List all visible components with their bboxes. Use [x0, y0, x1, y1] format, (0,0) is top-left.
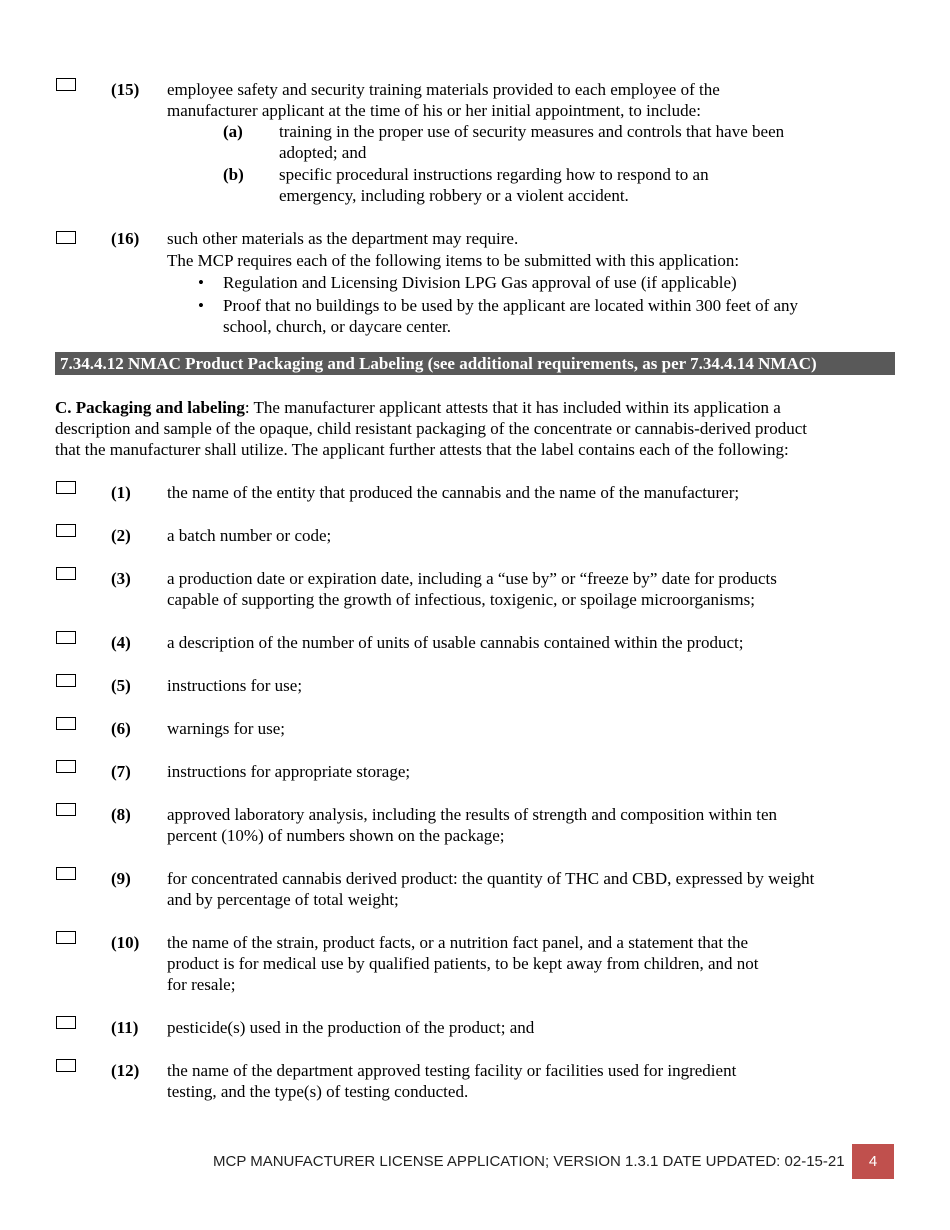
item-7-number: (7): [111, 762, 131, 781]
item-15-number: (15): [111, 80, 140, 99]
item-3-checkbox[interactable]: [56, 567, 76, 580]
intro-line3: that the manufacturer shall utilize. The applicant further attests that the label contains each of the following:: [55, 440, 789, 459]
item-16-number: (16): [111, 229, 140, 248]
item-10-line1: the name of the strain, product facts, or a nutrition fact panel, and a statement that the: [167, 933, 749, 952]
item-1-checkbox[interactable]: [56, 481, 76, 494]
item-15b-line1: specific procedural instructions regarding how to respond to an: [279, 165, 709, 184]
page-number-badge: 4: [852, 1144, 894, 1179]
intro-line1-rest: : The manufacturer applicant attests that it has included within its application a: [244, 398, 781, 417]
item-7-line1: instructions for appropriate storage;: [167, 762, 411, 781]
item-8-checkbox[interactable]: [56, 803, 76, 816]
item-2-checkbox[interactable]: [56, 524, 76, 537]
item-9-number: (9): [111, 869, 131, 888]
item-12-line2: testing, and the type(s) of testing conducted.: [167, 1082, 469, 1101]
bullet-2-text-line2: school, church, or daycare center.: [223, 317, 451, 336]
intro-line2: description and sample of the opaque, child resistant packaging of the concentrate or cannabis-derived product: [55, 419, 807, 438]
item-9-line2: and by percentage of total weight;: [167, 890, 399, 909]
item-15b-line2: emergency, including robbery or a violent accident.: [279, 186, 629, 205]
item-5-line1: instructions for use;: [167, 676, 303, 695]
item-16-checkbox[interactable]: [56, 231, 76, 244]
item-5-number: (5): [111, 676, 131, 695]
item-4-checkbox[interactable]: [56, 631, 76, 644]
item-8-number: (8): [111, 805, 131, 824]
item-15-checkbox[interactable]: [56, 78, 76, 91]
item-15a-line2: adopted; and: [279, 143, 367, 162]
item-10-checkbox[interactable]: [56, 931, 76, 944]
item-3-line1: a production date or expiration date, including a “use by” or “freeze by” date for products: [167, 569, 777, 588]
item-7-checkbox[interactable]: [56, 760, 76, 773]
item-10-line2: product is for medical use by qualified patients, to be kept away from children, and not: [167, 954, 759, 973]
item-15a-letter: (a): [223, 122, 243, 141]
mcp-requirements-intro: The MCP requires each of the following items to be submitted with this application:: [167, 251, 740, 270]
item-12-checkbox[interactable]: [56, 1059, 76, 1072]
item-12-line1: the name of the department approved testing facility or facilities used for ingredient: [167, 1061, 737, 1080]
item-11-checkbox[interactable]: [56, 1016, 76, 1029]
item-15-text-line1: employee safety and security training materials provided to each employee of the: [167, 80, 720, 99]
item-1-line1: the name of the entity that produced the cannabis and the name of the manufacturer;: [167, 483, 740, 502]
item-11-line1: pesticide(s) used in the production of the product; and: [167, 1018, 535, 1037]
item-1-number: (1): [111, 483, 131, 502]
bullet-1-text: Regulation and Licensing Division LPG Gas approval of use (if applicable): [223, 273, 737, 292]
item-15-text-line2: manufacturer applicant at the time of his or her initial appointment, to include:: [167, 101, 701, 120]
intro-bold-lead: C. Packaging and labeling: [55, 398, 245, 417]
packaging-intro: [55, 397, 895, 460]
item-4-line1: a description of the number of units of usable cannabis contained within the product;: [167, 633, 744, 652]
bullet-1-marker: •: [198, 273, 204, 292]
item-6-line1: warnings for use;: [167, 719, 286, 738]
item-3-number: (3): [111, 569, 131, 588]
item-11-number: (11): [111, 1018, 139, 1037]
item-6-number: (6): [111, 719, 131, 738]
item-2-line1: a batch number or code;: [167, 526, 332, 545]
item-9-line1: for concentrated cannabis derived product: the quantity of THC and CBD, expressed by weight: [167, 869, 815, 888]
item-2-number: (2): [111, 526, 131, 545]
item-10-line3: for resale;: [167, 975, 236, 994]
section-banner: 7.34.4.12 NMAC Product Packaging and Labeling (see additional requirements, as per 7.34.4.14 NMAC): [55, 352, 895, 375]
bullet-2-marker: •: [198, 296, 204, 315]
item-5-checkbox[interactable]: [56, 674, 76, 687]
intro-line1: [55, 397, 895, 418]
item-12-number: (12): [111, 1061, 140, 1080]
item-3-line2: capable of supporting the growth of infectious, toxigenic, or spoilage microorganisms;: [167, 590, 755, 609]
item-8-line2: percent (10%) of numbers shown on the package;: [167, 826, 505, 845]
item-4-number: (4): [111, 633, 131, 652]
footer-text: MCP MANUFACTURER LICENSE APPLICATION; VERSION 1.3.1 DATE UPDATED: 02-15-21: [213, 1153, 845, 1170]
item-15a-line1: training in the proper use of security measures and controls that have been: [279, 122, 785, 141]
item-6-checkbox[interactable]: [56, 717, 76, 730]
bullet-2-text-line1: Proof that no buildings to be used by the applicant are located within 300 feet of any: [223, 296, 799, 315]
item-10-number: (10): [111, 933, 140, 952]
item-16-text: such other materials as the department may require.: [167, 229, 519, 248]
item-15b-letter: (b): [223, 165, 244, 184]
item-8-line1: approved laboratory analysis, including the results of strength and composition within ten: [167, 805, 777, 824]
item-9-checkbox[interactable]: [56, 867, 76, 880]
